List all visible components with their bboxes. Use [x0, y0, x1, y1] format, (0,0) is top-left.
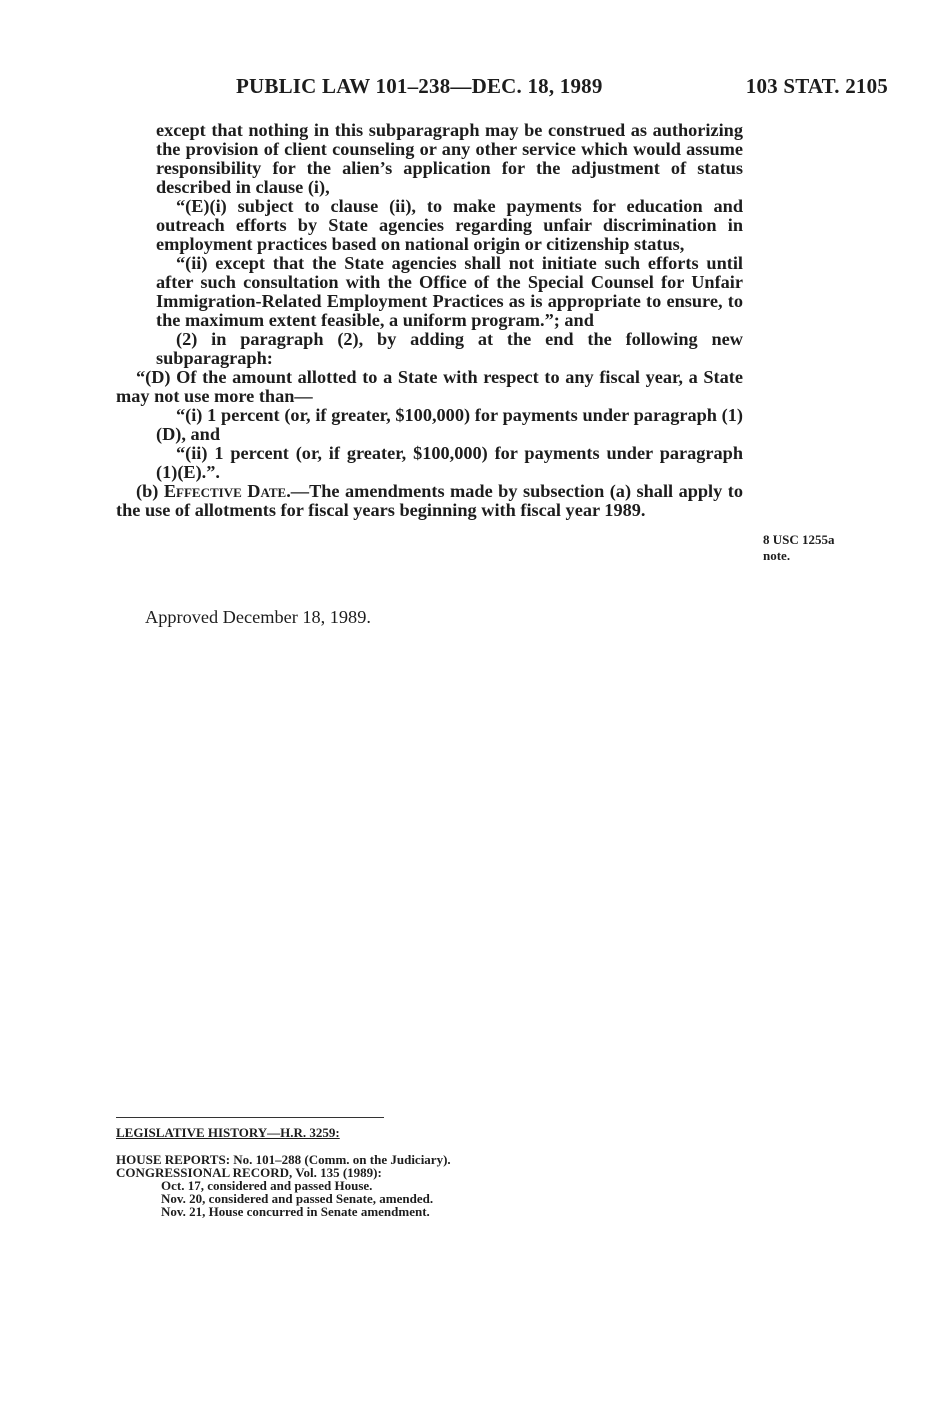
- statute-body: [116, 121, 743, 520]
- effective-date-text: .—The amendments made by subsection (a) shall apply to the use of allotments for fiscal years beginning with fiscal year 1989.: [116, 481, 743, 520]
- running-head: PUBLIC LAW 101–238—DEC. 18, 1989: [236, 74, 603, 98]
- approval-date: Approved December 18, 1989.: [145, 607, 371, 627]
- margin-note-label: note.: [763, 548, 791, 563]
- margin-note: [763, 532, 835, 564]
- footnote-divider: [116, 1117, 384, 1118]
- paragraph-clause-e-ii: “(ii) except that the State agencies shall not initiate such efforts until after such consultation with the Office of the Special Counsel for Unfair Immigration-Related Employment Practices as is appropriate to ensure, to the maximum extent feasible, a uniform program.”; and: [156, 253, 743, 330]
- paragraph-subparagraph-d: “(D) Of the amount allotted to a State with respect to any fiscal year, a State may not use more than—: [116, 367, 743, 406]
- paragraph-continuation: except that nothing in this subparagraph may be construed as authorizing the provision of client counseling or any other service which would assume responsibility for the alien’s application for the adjustment of status described in clause (i),: [156, 120, 743, 197]
- history-entry: Oct. 17, considered and passed House.: [161, 1178, 373, 1193]
- statute-citation: 103 STAT. 2105: [745, 74, 888, 98]
- paragraph-clause-d-i: “(i) 1 percent (or, if greater, $100,000) for payments under paragraph (1)(D), and: [156, 405, 743, 444]
- effective-date-lead: (b): [136, 481, 164, 501]
- legislative-history-title: LEGISLATIVE HISTORY—H.R. 3259:: [116, 1125, 340, 1140]
- paragraph-amendment-2: (2) in paragraph (2), by adding at the end the following new subparagraph:: [156, 329, 743, 368]
- history-entry: Nov. 21, House concurred in Senate amendment.: [161, 1204, 430, 1219]
- history-entry: Nov. 20, considered and passed Senate, amended.: [161, 1191, 434, 1206]
- congressional-record: CONGRESSIONAL RECORD, Vol. 135 (1989):: [116, 1165, 382, 1180]
- paragraph-effective-date: [116, 482, 743, 520]
- house-reports: HOUSE REPORTS: No. 101–288 (Comm. on the Judiciary).: [116, 1152, 451, 1167]
- paragraph-clause-e-i: “(E)(i) subject to clause (ii), to make payments for education and outreach efforts by State agencies regarding unfair discrimination in employment practices based on national origin or citizenship status,: [156, 196, 743, 254]
- margin-note-citation: 8 USC 1255a: [763, 532, 835, 547]
- page-header: [236, 74, 888, 98]
- effective-date-heading: Effective Date: [163, 481, 287, 501]
- legislative-history: [116, 1126, 451, 1218]
- paragraph-clause-d-ii: “(ii) 1 percent (or, if greater, $100,000) for payments under paragraph (1)(E).”.: [156, 443, 743, 482]
